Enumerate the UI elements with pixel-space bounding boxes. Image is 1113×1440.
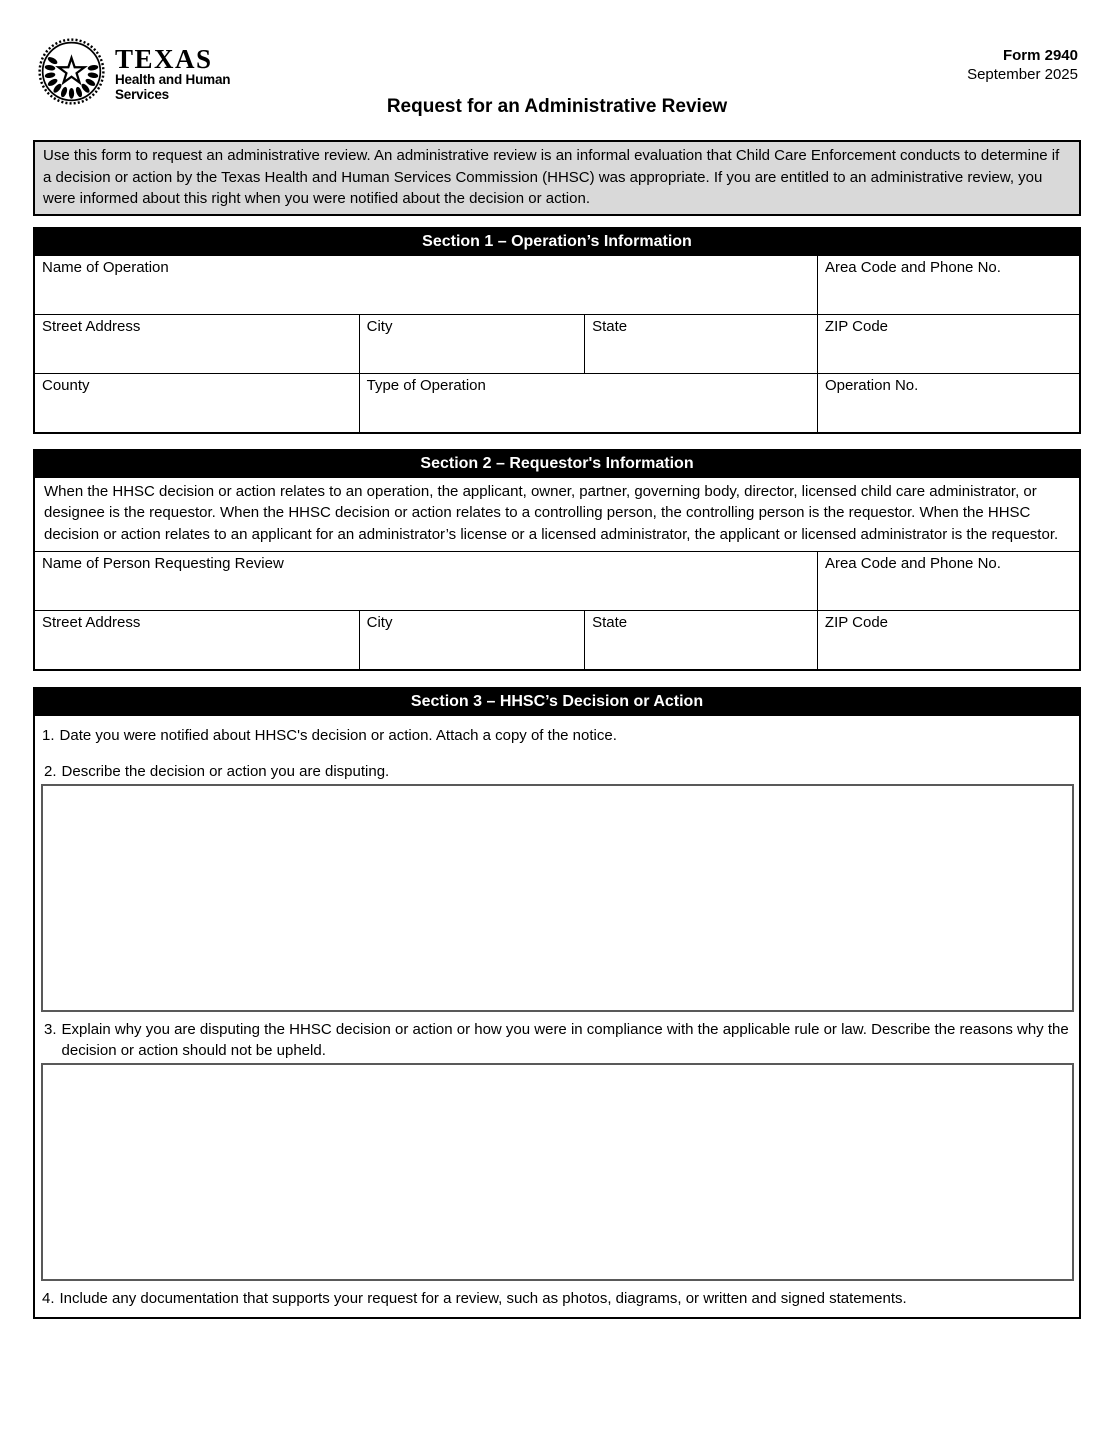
field-label: County	[42, 376, 90, 394]
field-label: Street Address	[42, 317, 141, 335]
field-label: Operation No.	[824, 376, 919, 394]
field-label: City	[366, 614, 393, 631]
logo-wordmark	[115, 38, 230, 102]
operation-area-code-phone-field[interactable]	[817, 256, 1079, 314]
table-row	[35, 610, 1079, 669]
item-number: 2.	[44, 763, 57, 780]
operation-state-field[interactable]	[584, 315, 817, 373]
list-item-2	[44, 761, 1073, 782]
field-label: Type of Operation	[366, 376, 486, 394]
texas-hhs-logo	[38, 38, 230, 105]
name-of-person-requesting-review-field[interactable]	[35, 552, 817, 610]
form-date: September 2025	[967, 66, 1078, 83]
field-label: State	[592, 614, 628, 631]
item-text: Explain why you are disputing the HHSC decision or action or how you were in compliance with the applicable rule or law. Describe the reasons why the decision or action should not be upheld.	[61, 1021, 1069, 1059]
name-of-operation-field[interactable]	[35, 256, 817, 314]
list-item-1	[42, 725, 1073, 746]
section-3	[33, 687, 1081, 1319]
form-header	[33, 38, 1081, 138]
table-row	[35, 314, 1079, 373]
section-2-header: Section 2 – Requestor's Information	[35, 451, 1079, 478]
operation-zip-code-field[interactable]	[817, 315, 1079, 373]
operation-street-address-field[interactable]	[35, 315, 359, 373]
item-text: Date you were notified about HHSC's decision or action. Attach a copy of the notice.	[59, 727, 617, 744]
county-field[interactable]	[35, 374, 359, 432]
list-item-4	[42, 1288, 1073, 1309]
operation-city-field[interactable]	[359, 315, 585, 373]
section-1	[33, 227, 1081, 434]
page-title: Request for an Administrative Review	[386, 96, 728, 117]
item-number: 1.	[42, 727, 55, 744]
field-label: State	[592, 317, 628, 335]
section-1-header: Section 1 – Operation’s Information	[35, 229, 1079, 256]
operation-no-field[interactable]	[817, 374, 1079, 432]
star-icon	[59, 58, 85, 83]
logo-texas-text: TEXAS	[115, 44, 213, 74]
field-label: ZIP Code	[824, 317, 889, 335]
list-item-3	[44, 1019, 1073, 1061]
item-text: Include any documentation that supports your request for a review, such as photos, diagrams, or written and signed statements.	[59, 1290, 907, 1307]
requestor-area-code-phone-field[interactable]	[817, 552, 1079, 610]
decision-description-textbox[interactable]	[41, 784, 1074, 1012]
type-of-operation-field[interactable]	[359, 374, 817, 432]
dispute-explanation-textbox[interactable]	[41, 1063, 1074, 1281]
field-label: Street Address	[42, 614, 141, 631]
logo-subtitle-line2: Services	[115, 87, 169, 102]
table-row	[35, 256, 1079, 314]
item-number: 4.	[42, 1290, 55, 1307]
texas-hhs-seal-icon	[38, 38, 105, 105]
table-row	[35, 373, 1079, 432]
field-label: Name of Person Requesting Review	[42, 555, 284, 572]
requestor-state-field[interactable]	[584, 611, 817, 669]
requestor-city-field[interactable]	[359, 611, 585, 669]
section-2	[33, 449, 1081, 672]
field-label: Area Code and Phone No.	[824, 258, 1001, 276]
field-label: Name of Operation	[42, 258, 169, 276]
logo-subtitle-line1: Health and Human	[115, 72, 231, 87]
form-meta	[967, 46, 1078, 84]
item-text: Describe the decision or action you are disputing.	[61, 763, 390, 780]
item-number: 3.	[44, 1021, 57, 1038]
field-label: City	[366, 317, 393, 335]
form-number: Form 2940	[1002, 47, 1078, 64]
field-label: Area Code and Phone No.	[824, 555, 1001, 572]
section-3-header: Section 3 – HHSC’s Decision or Action	[35, 689, 1079, 716]
intro-instructions: Use this form to request an administrative review. An administrative review is an informal evaluation that Child Care Enforcement conducts to determine if a decision or action by the Texas Health and Human Services Commission (HHSC) was appropriate. If you are entitled to an administrative review, you were informed about this right when you were notified about the decision or action.	[33, 140, 1081, 216]
requestor-zip-code-field[interactable]	[817, 611, 1079, 669]
requestor-street-address-field[interactable]	[35, 611, 359, 669]
field-label: ZIP Code	[824, 614, 889, 631]
table-row	[35, 551, 1079, 610]
requestor-description: When the HHSC decision or action relates to an operation, the applicant, owner, partner, governing body, director, licensed child care administrator, or designee is the requestor. When the HHSC decision or action relates to a controlling person, the controlling person is the requestor. When the HHSC decision or action relates to an applicant for an administrator’s license or a licensed administrator, the applicant or licensed administrator is the requestor.	[44, 482, 1059, 543]
